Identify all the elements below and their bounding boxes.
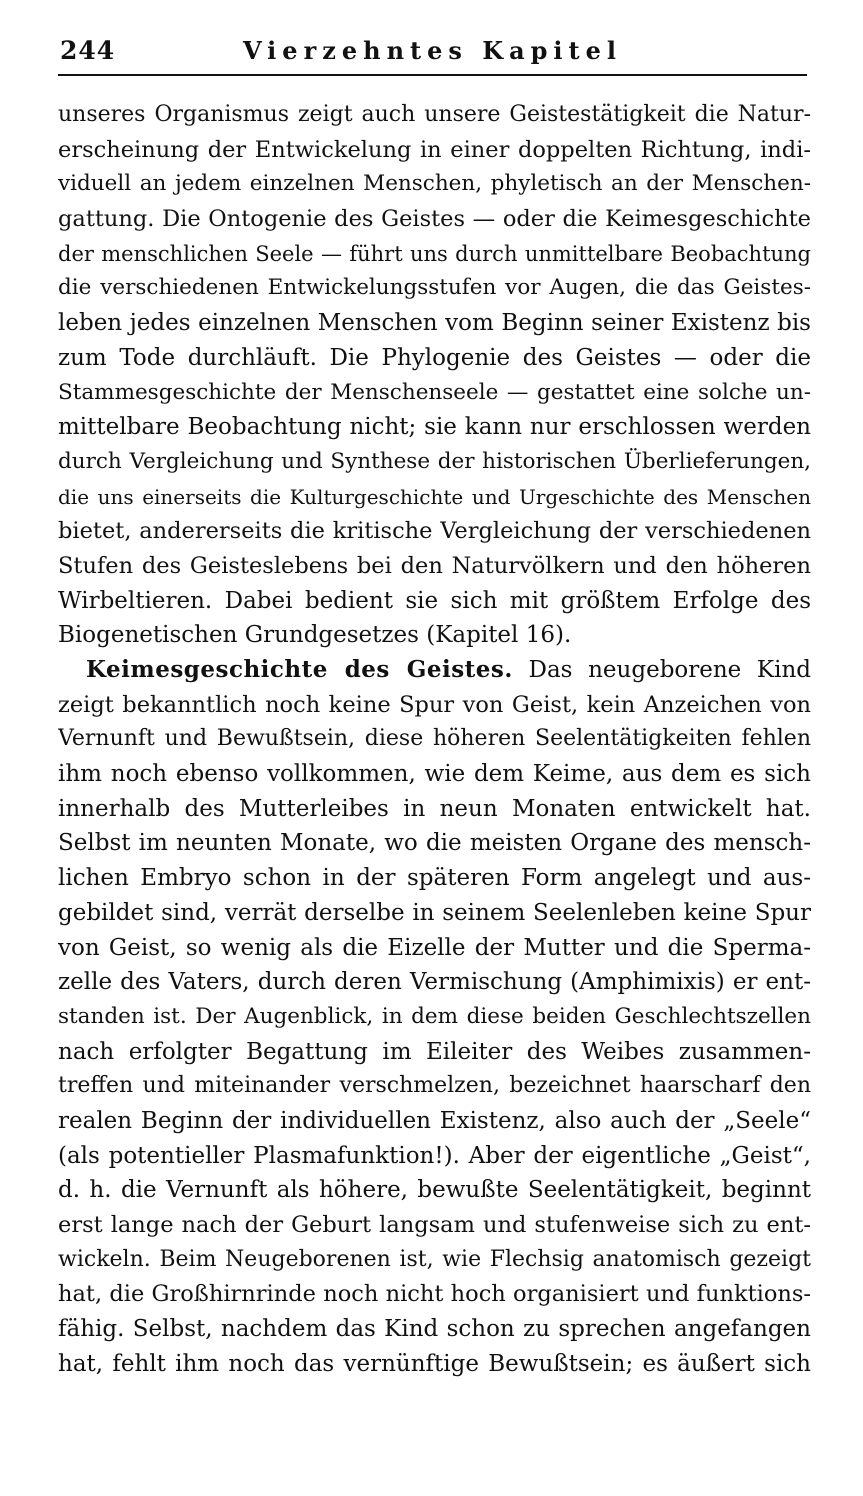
text-line: Wirbeltieren. Dabei bedient sie sich mit größtem Erfolge des [58,587,811,614]
text-line: erscheinung der Entwickelung in einer doppelten Richtung, indi- [58,136,811,163]
text-line: zelle des Vaters, durch deren Vermischung (Amphimixis) er ent- [58,969,811,996]
text-line: d. h. die Vernunft als höhere, bewußte Seelentätigkeit, beginnt [58,1177,811,1204]
text-line: nach erfolgter Begattung im Eileiter des Weibes zusammen- [58,1038,811,1065]
text-line: die uns einerseits die Kulturgeschichte und Urgeschichte des Menschen [58,484,811,509]
section-heading: Keimesgeschichte des Geistes. [86,656,513,683]
text-line: standen ist. Der Augenblick, in dem diese beiden Geschlechtszellen [58,1003,811,1029]
text-line: erst lange nach der Geburt langsam und stufenweise sich zu ent- [58,1212,811,1238]
text-line: gebildet sind, verrät derselbe in seinem Seelenleben keine Spur [58,899,811,926]
text-line: Vernunft und Bewußtsein, diese höheren Seelentätigkeiten fehlen [58,726,811,752]
text-line: gattung. Die Ontogenie des Geistes — oder die Keimesgeschichte [58,206,811,233]
text-line: Stammesgeschichte der Menschenseele — gestattet eine solche un- [58,379,811,405]
text-line: ihm noch ebenso vollkommen, wie dem Keime, aus dem es sich [58,761,811,788]
text-line: innerhalb des Mutterleibes in neun Monaten entwickelt hat. [58,795,811,822]
text-line: unseres Organismus zeigt auch unsere Geistestätigkeit die Natur- [58,102,811,127]
text-line: durch Vergleichung und Synthese der historischen Überlieferungen, [58,448,811,474]
section-keimesgeschichte [58,653,811,1381]
page-number: 244 [60,36,116,65]
text-line: realen Beginn der individuellen Existenz, also auch der „Seele“ [58,1107,811,1134]
text-line: die verschiedenen Entwickelungsstufen vor Augen, die das Geistes- [58,275,811,301]
section-first-line [58,653,811,688]
text-line: treffen und miteinander verschmelzen, bezeichnet haarscharf den [58,1073,811,1099]
text-line: bietet, andererseits die kritische Vergleichung der verschiedenen [58,518,811,545]
running-head [58,34,807,76]
text-line: mittelbare Beobachtung nicht; sie kann nur erschlossen werden [58,414,811,441]
text-line: (als potentieller Plasmafunktion!). Aber der eigentliche „Geist“, [58,1142,811,1169]
text-line: viduell an jedem einzelnen Menschen, phyletisch an der Menschen- [58,171,811,197]
text-line: leben jedes einzelnen Menschen vom Beginn seiner Existenz bis [58,310,811,337]
text-line: hat, die Großhirnrinde noch nicht hoch organisiert und funktions- [58,1281,811,1308]
text-line: von Geist, so wenig als die Eizelle der Mutter und die Sperma- [58,934,811,961]
text-line: zum Tode durchläuft. Die Phylogenie des Geistes — oder die [58,344,811,371]
text-run: Das neugeborene Kind [528,657,811,683]
body-text [58,98,811,1381]
text-line: fähig. Selbst, nachdem das Kind schon zu sprechen angefangen [58,1316,811,1343]
text-line: hat, fehlt ihm noch das vernünftige Bewußtsein; es äußert sich [58,1350,811,1377]
text-line: der menschlichen Seele — führt uns durch unmittelbare Beobachtung [58,241,811,266]
text-line: wickeln. Beim Neugeborenen ist, wie Flechsig anatomisch gezeigt [58,1246,811,1272]
chapter-title: Vierzehntes Kapitel [242,36,623,65]
paragraph-ontogeny-phylogeny [58,98,811,653]
text-line: Stufen des Geisteslebens bei den Naturvölkern und den höheren [58,552,811,579]
text-line: zeigt bekanntlich noch keine Spur von Geist, kein Anzeichen von [58,691,811,718]
text-line: Selbst im neunten Monate, wo die meisten Organe des mensch- [58,830,811,857]
text-line: lichen Embryo schon in der späteren Form angelegt und aus- [58,865,811,892]
text-line: Biogenetischen Grundgesetzes (Kapitel 16). [58,622,572,649]
